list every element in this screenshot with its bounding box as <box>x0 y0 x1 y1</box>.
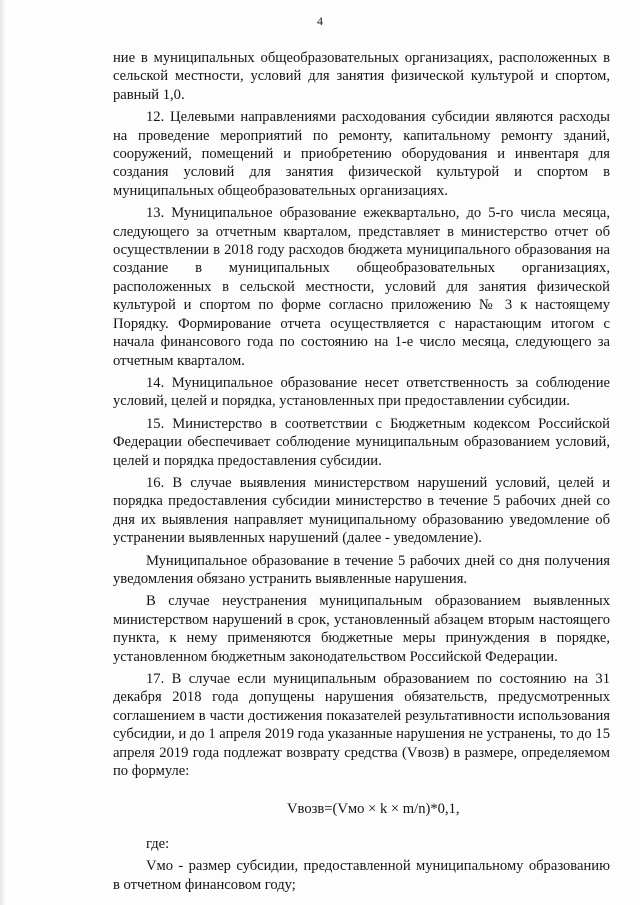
scan-edge-shadow <box>0 0 6 905</box>
document-body <box>113 49 610 894</box>
page-number: 4 <box>317 14 323 28</box>
paragraph-item-16-third: В случае неустранения муниципальным образованием выявленных министерством нарушений в срок, установленный абзацем вторым настоящего пункта, к нему применяются бюджетные меры принуждения в порядке, установленном бюджетным законодательством Российской Федерации. <box>113 593 610 665</box>
paragraph-item-16: 16. В случае выявления министерством нарушений условий, целей и порядка предоставления субсидии министерство в течение 5 рабочих дней со дня их выявления направляет муниципальному образованию уведомление об устранении выявленных нарушений (далее - уведомление). <box>113 474 610 547</box>
return-formula: Vвозв=(Vмо × k × m/n)*0,1, <box>287 801 460 818</box>
paragraph-item-14: 14. Муниципальное образование несет ответственность за соблюдение условий, целей и порядка, установленных при предоставлении субсидии. <box>113 374 610 410</box>
paragraph-item-16-second: Муниципальное образование в течение 5 рабочих дней со дня получения уведомления обязано устранить выявленные нарушения. <box>113 552 610 587</box>
where-label: где: <box>146 835 170 852</box>
paragraph-continuation: ние в муниципальных общеобразовательных организациях, расположенных в сельской местности, условий для занятия физической культурой и спортом, равный 1,0. <box>113 50 610 103</box>
paragraph-item-15: 15. Министерство в соответствии с Бюджетным кодексом Российской Федерации обеспечивает соблюдение муниципальным образованием условий, целей и порядка предоставления субсидии. <box>113 415 610 469</box>
variable-definition: Vмо - размер субсидии, предоставленной муниципальному образованию в отчетном финансовом году; <box>113 858 610 893</box>
paragraph-item-13: 13. Муниципальное образование ежеквартально, до 5-го числа месяца, следующего за отчетным кварталом, представляет в министерство отчет об осуществлении в 2018 году расходов бюджета муниципального образования на создание в муниципальных общеобразовательных организациях, расположенных в сельской местности, условий для занятия физической культурой и спортом по форме согласно приложению № 3 к настоящему Порядку. Формирование отчета осуществляется с нарастающим итогом с начала финансового года по состоянию на 1-е число месяца, следующего за отчетным кварталом. <box>113 205 610 369</box>
paragraph-item-12: 12. Целевыми направлениями расходования субсидии являются расходы на проведение мероприятий по ремонту, капитальному ремонту зданий, сооружений, помещений и приобретению оборудования и инвентаря для создания условий для занятия физической культурой и спортом в муниципальных общеобразовательных организациях. <box>113 109 610 199</box>
paragraph-item-17: 17. В случае если муниципальным образованием по состоянию на 31 декабря 2018 года допущены нарушения обязательств, предусмотренных соглашением в части достижения показателей результативности использования субсидии, и до 1 апреля 2019 года указанные нарушения не устранены, то до 15 апреля 2019 года подлежат возврату средства (Vвозв) в размере, определяемом по формуле: <box>113 671 610 780</box>
